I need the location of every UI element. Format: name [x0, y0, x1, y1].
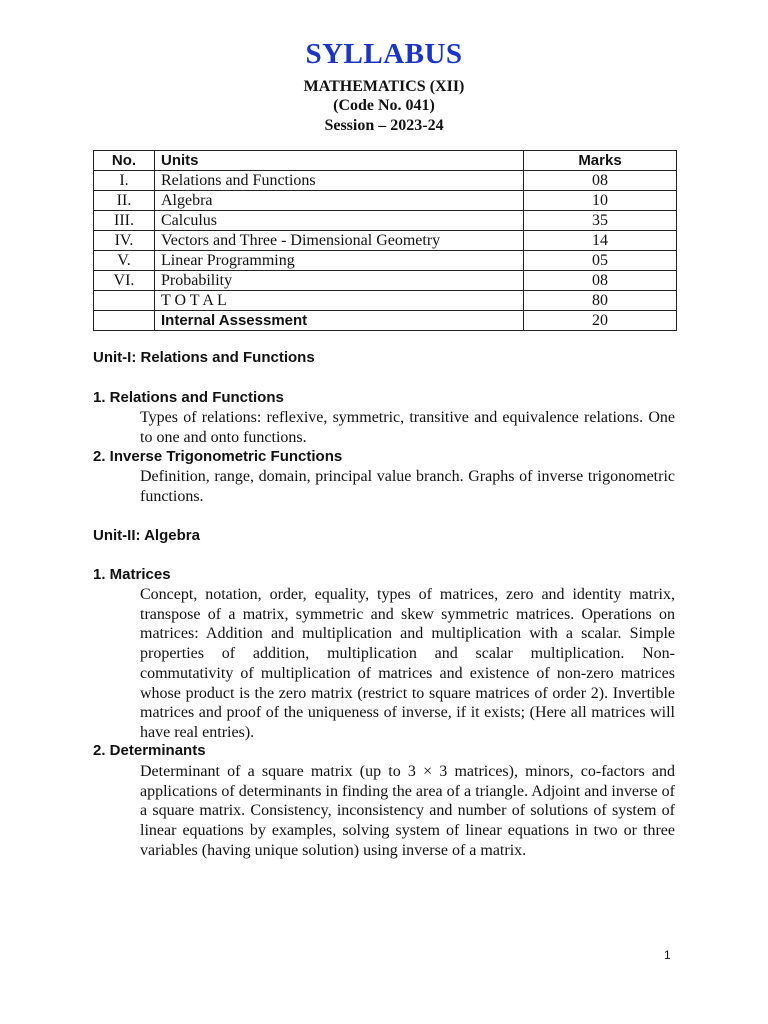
internal-assessment-row	[94, 311, 677, 331]
row-marks: 08	[524, 271, 677, 291]
marks-table	[93, 150, 677, 331]
unit2-heading: Unit-II: Algebra	[93, 527, 200, 544]
row-unit: Vectors and Three - Dimensional Geometry	[155, 231, 524, 251]
page-number: 1	[664, 948, 671, 962]
header-marks: Marks	[524, 151, 677, 171]
unit1-topic2-text: Definition, range, domain, principal value branch. Graphs of inverse trigonometric functions.	[140, 468, 675, 505]
row-marks: 14	[524, 231, 677, 251]
unit2-topic1-heading: 1. Matrices	[93, 566, 171, 583]
row-no: I.	[94, 171, 155, 191]
code-line: (Code No. 041)	[333, 97, 435, 114]
internal-assessment-label: Internal Assessment	[155, 311, 524, 331]
row-unit: Calculus	[155, 211, 524, 231]
subject-line: MATHEMATICS (XII)	[303, 78, 465, 95]
table-header-row	[94, 151, 677, 171]
unit1-topic1-heading: 1. Relations and Functions	[93, 389, 284, 406]
total-row	[94, 291, 677, 311]
row-no: VI.	[94, 271, 155, 291]
row-unit: Algebra	[155, 191, 524, 211]
page-title: SYLLABUS	[305, 38, 463, 70]
table-row	[94, 211, 677, 231]
table-row	[94, 231, 677, 251]
header-units: Units	[155, 151, 524, 171]
internal-no-cell	[94, 311, 155, 331]
total-label: T O T A L	[155, 291, 524, 311]
row-no: III.	[94, 211, 155, 231]
row-no: IV.	[94, 231, 155, 251]
unit1-topic1-text: Types of relations: reflexive, symmetric, transitive and equivalence relations. One to one and onto functions.	[140, 409, 675, 446]
row-unit: Relations and Functions	[155, 171, 524, 191]
table-row	[94, 251, 677, 271]
row-no: II.	[94, 191, 155, 211]
total-no-cell	[94, 291, 155, 311]
unit1-topic2-heading: 2. Inverse Trigonometric Functions	[93, 448, 343, 465]
row-marks: 05	[524, 251, 677, 271]
total-marks: 80	[524, 291, 677, 311]
unit2-topic2-heading: 2. Determinants	[93, 742, 206, 759]
header-no: No.	[94, 151, 155, 171]
table-row	[94, 271, 677, 291]
table-row	[94, 171, 677, 191]
table-row	[94, 191, 677, 211]
internal-assessment-marks: 20	[524, 311, 677, 331]
session-line: Session – 2023-24	[324, 117, 444, 134]
unit2-topic2-text: Determinant of a square matrix (up to 3 × 3 matrices), minors, co-factors and applications of determinants in finding the area of a triangle. Adjoint and inverse of a square matrix. Consistency, inconsistency and number of solutions of system of linear equations by examples, solving system of linear equations in two or three variables (having unique solution) using inverse of a matrix.	[140, 763, 675, 859]
row-marks: 08	[524, 171, 677, 191]
row-marks: 35	[524, 211, 677, 231]
row-no: V.	[94, 251, 155, 271]
row-unit: Probability	[155, 271, 524, 291]
unit2-topic1-text: Concept, notation, order, equality, types of matrices, zero and identity matrix, transpose of a matrix, symmetric and skew symmetric matrices. Operations on matrices: Addition and multiplication and multiplication with a scalar. Simple properties of addition, multiplication and scalar multiplication. Non- commutativity of multiplication of matrices and existence of non-zero matrices whose product is the zero matrix (restrict to square matrices of order 2). Invertible matrices and proof of the uniqueness of inverse, if it exists; (Here all matrices will have real entries).	[140, 586, 675, 741]
row-unit: Linear Programming	[155, 251, 524, 271]
row-marks: 10	[524, 191, 677, 211]
unit1-heading: Unit-I: Relations and Functions	[93, 349, 315, 366]
